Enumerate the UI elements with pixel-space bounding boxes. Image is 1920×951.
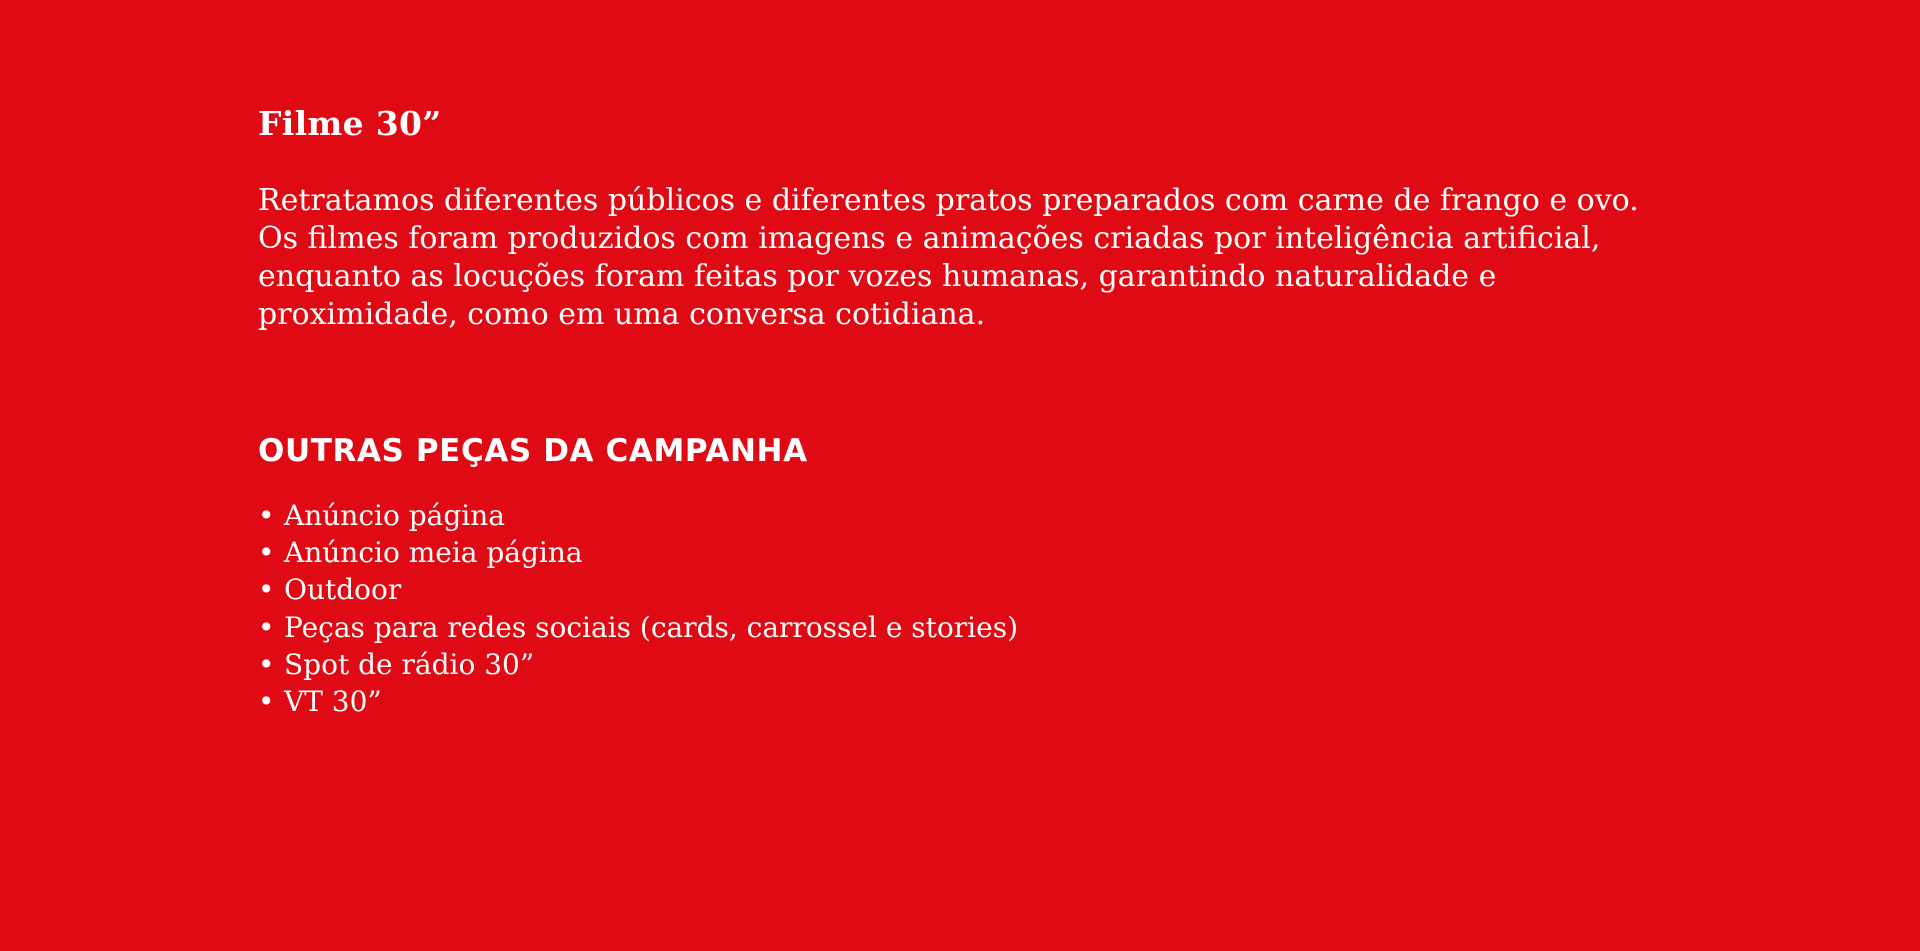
list-item-label: Outdoor	[284, 573, 402, 607]
list-item-label: VT 30”	[284, 685, 382, 719]
slide-content	[258, 104, 1738, 720]
bullet-icon: •	[258, 498, 275, 532]
list-item	[258, 646, 1738, 683]
list-item	[258, 534, 1738, 571]
list-item	[258, 571, 1738, 608]
bullet-icon: •	[258, 647, 275, 681]
list-item	[258, 497, 1738, 534]
list-item	[258, 683, 1738, 720]
list-item-label: Anúncio meia página	[284, 536, 583, 570]
list-item-label: Peças para redes sociais (cards, carrossel e stories)	[284, 610, 1018, 644]
campaign-pieces-list	[258, 497, 1738, 720]
subsection-title: OUTRAS PEÇAS DA CAMPANHA	[258, 432, 808, 469]
bullet-icon: •	[258, 536, 275, 570]
bullet-icon: •	[258, 685, 275, 719]
description-paragraph: Retratamos diferentes públicos e diferentes pratos preparados com carne de frango e ovo. Os filmes foram produzidos com imagens e animações criadas por inteligência artificial, enquanto as locuções foram feitas por vozes humanas, garantindo naturalidade e proximidade, como em uma conversa cotidiana.	[258, 182, 1639, 332]
list-item-label: Spot de rádio 30”	[284, 647, 535, 681]
page-title: Filme 30”	[258, 104, 442, 143]
list-item-label: Anúncio página	[284, 498, 505, 532]
bullet-icon: •	[258, 573, 275, 607]
list-item	[258, 609, 1738, 646]
bullet-icon: •	[258, 610, 275, 644]
